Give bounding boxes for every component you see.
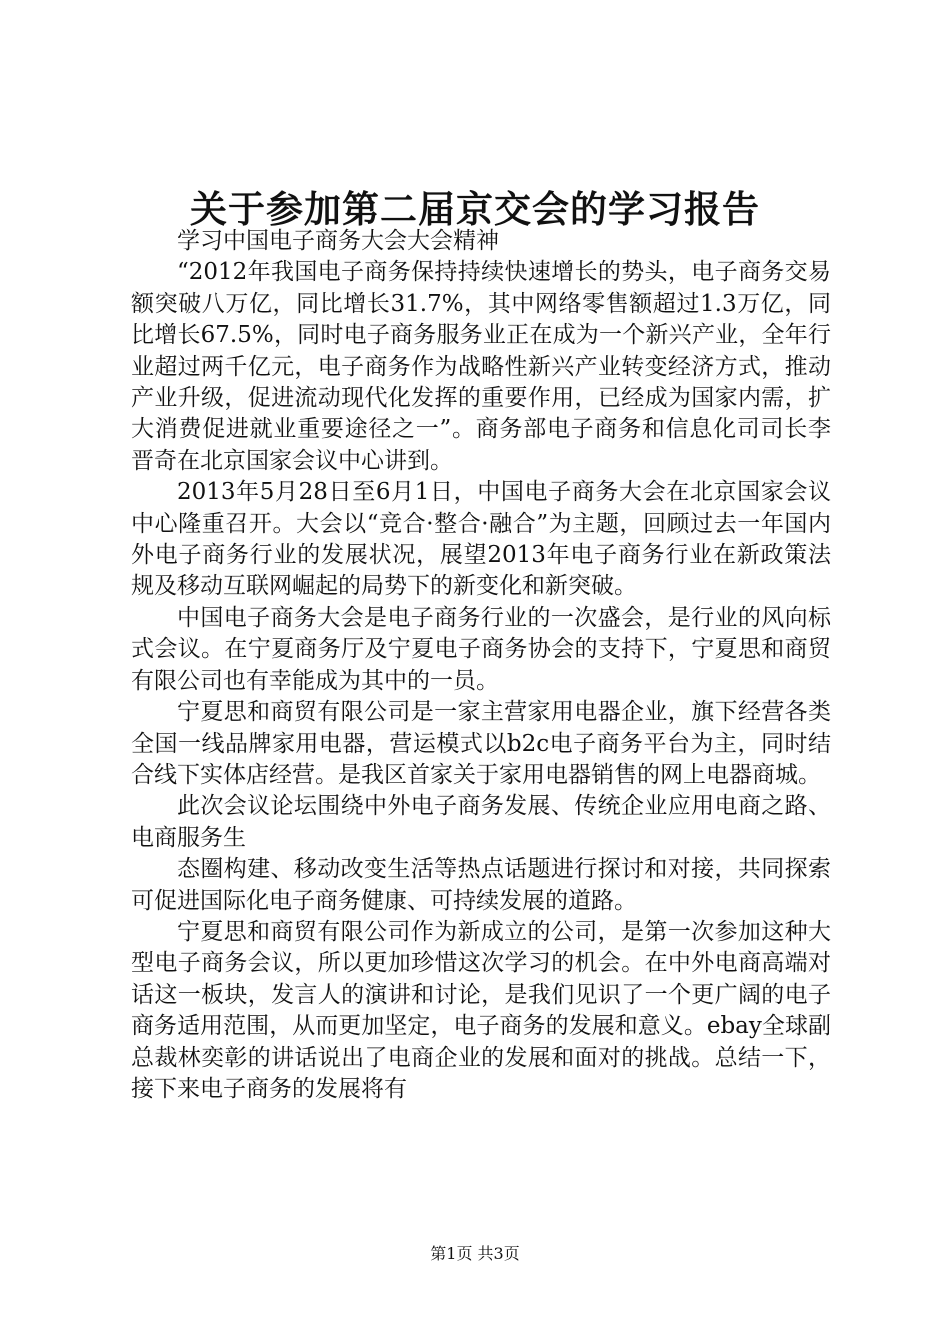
paragraph: “2012年我国电子商务保持持续快速增长的势头，电子商务交易额突破八万亿，同比增长31.7%，其中网络零售额超过1.3万亿，同比增长67.5%，同时电子商务服务业正在成为一个新兴产业，全年行业超过两千亿元，电子商务作为战略性新兴产业转变经济方式，推动产业升级，促进流动现代化发挥的重要作用，已经成为国家内需，扩大消费促进就业重要途径之一”。商务部电子商务和信息化司司长李晋奇在北京国家会议中心讲到。 bbox=[131, 259, 831, 474]
page-footer: 第1页 共3页 bbox=[430, 1244, 520, 1263]
paragraph: 宁夏思和商贸有限公司是一家主营家用电器企业，旗下经营各类全国一线品牌家用电器，营运模式以b2c电子商务平台为主，同时结合线下实体店经营。是我区首家关于家用电器销售的网上电器商城。 bbox=[131, 699, 831, 788]
paragraph: 态圈构建、移动改变生活等热点话题进行探讨和对接，共同探索可促进国际化电子商务健康、可持续发展的道路。 bbox=[131, 856, 831, 914]
paragraph: 2013年5月28日至6月1日，中国电子商务大会在北京国家会议中心隆重召开。大会以“竞合·整合·融合”为主题，回顾过去一年国内外电子商务行业的发展状况，展望2013年电子商务行业在新政策法规及移动互联网崛起的局势下的新变化和新突破。 bbox=[131, 479, 831, 600]
document-title: 关于参加第二届京交会的学习报告 bbox=[190, 187, 760, 231]
paragraph: 此次会议论坛围绕中外电子商务发展、传统企业应用电商之路、电商服务生 bbox=[131, 793, 831, 851]
paragraph: 中国电子商务大会是电子商务行业的一次盛会，是行业的风向标式会议。在宁夏商务厅及宁夏电子商务协会的支持下，宁夏思和商贸有限公司也有幸能成为其中的一员。 bbox=[131, 604, 831, 694]
paragraph-subheading: 学习中国电子商务大会大会精神 bbox=[177, 228, 499, 254]
document-body bbox=[131, 226, 831, 1105]
paragraph: 宁夏思和商贸有限公司作为新成立的公司，是第一次参加这种大型电子商务会议，所以更加珍惜这次学习的机会。在中外电商高端对话这一板块，发言人的演讲和讨论，是我们见识了一个更广阔的电子商务适用范围，从而更加坚定，电子商务的发展和意义。ebay全球副总裁林奕彰的讲话说出了电商企业的发展和面对的挑战。总结一下，接下来电子商务的发展将有 bbox=[131, 918, 831, 1102]
